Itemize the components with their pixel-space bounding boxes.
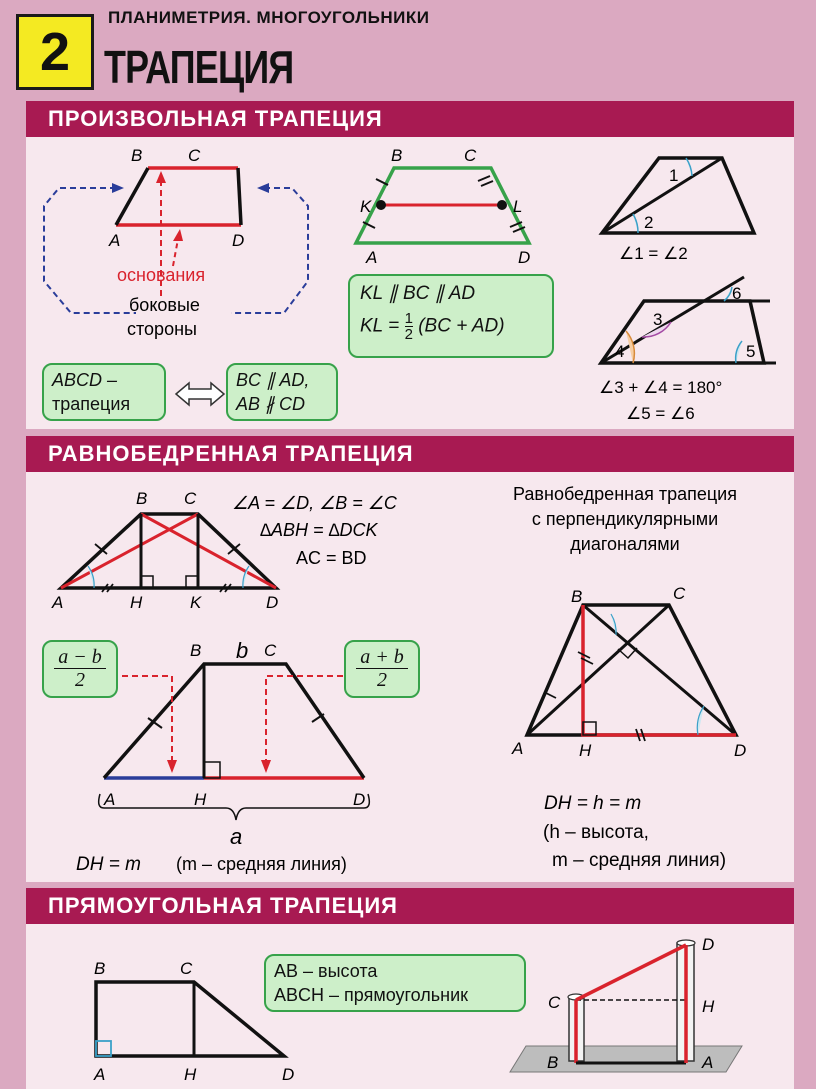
bases-label: основания <box>117 265 206 285</box>
label-c: C <box>184 489 197 508</box>
label-h: H <box>579 741 592 760</box>
label-a: A <box>109 231 121 250</box>
label-h: H <box>702 997 715 1016</box>
label-d: D <box>353 790 366 809</box>
isosceles-heights-figure <box>51 489 398 612</box>
angle-eq-2: ∠3 + ∠4 = 180° <box>599 378 723 397</box>
label-b: B <box>131 146 143 165</box>
trapezoid-condition-box: BC ∥ AD, AB ∦ CD <box>226 363 338 421</box>
perp-title-2: с перпендикулярными <box>531 509 719 529</box>
angle-5-num: 5 <box>746 342 756 361</box>
label-b: B <box>391 146 403 165</box>
label-k: K <box>190 593 202 612</box>
dh-eq-m: DH = m <box>76 854 141 875</box>
label-a: A <box>52 593 64 612</box>
midline-formula-1: KL ∥ BC ∥ AD <box>360 283 476 304</box>
label-b: B <box>190 641 202 660</box>
trapezoid-definition-box: ABCD – трапеция <box>42 363 166 421</box>
label-b: B <box>136 489 148 508</box>
formula-a-minus-b: a − b 2 <box>42 640 118 698</box>
equivalence-arrow <box>176 383 224 405</box>
label-h: H <box>130 593 143 612</box>
label-h: H <box>194 790 207 809</box>
label-d: D <box>518 248 531 267</box>
section-title: ПРОИЗВОЛЬНАЯ ТРАПЕЦИЯ <box>26 101 794 137</box>
label-c: C <box>264 641 277 660</box>
label-c: C <box>673 584 686 603</box>
label-b-length: b <box>236 638 249 663</box>
section-arbitrary-trapezoid <box>26 101 794 429</box>
label-c: C <box>464 146 477 165</box>
label-c: C <box>548 993 561 1012</box>
perp-title-3: диагоналями <box>570 534 680 554</box>
section-right-trapezoid <box>26 888 794 1089</box>
angle-4-num: 4 <box>615 342 625 361</box>
label-a: A <box>366 248 378 267</box>
label-a: A <box>94 1065 106 1084</box>
dh-note: (m – средняя линия) <box>176 854 347 874</box>
formula-a-plus-b: a + b 2 <box>344 640 420 698</box>
alternate-angles-figure <box>602 158 754 263</box>
label-c: C <box>188 146 201 165</box>
page-title: ТРАПЕЦИЯ <box>104 41 294 93</box>
angle-eq-1: ∠1 = ∠2 <box>619 244 688 263</box>
right-prop-1: AB – высота <box>274 961 378 981</box>
transversal-angles-figure <box>599 277 776 423</box>
label-b: B <box>94 959 106 978</box>
perp-title-1: Равнобедренная трапеция <box>513 484 737 504</box>
angle-1-num: 1 <box>669 166 679 185</box>
label-d: D <box>266 593 279 612</box>
midline-formula-box <box>348 274 554 358</box>
perpendicular-diagonals-figure <box>511 484 746 871</box>
right-prop-2: ABCH – прямоугольник <box>274 985 469 1005</box>
angle-eq-3: ∠5 = ∠6 <box>626 404 695 423</box>
iso-prop-2: ∆ABH = ∆DCK <box>260 520 378 540</box>
lateral-label-1: боковые <box>129 295 200 315</box>
m-note: m – средняя линия) <box>552 850 727 871</box>
label-a-length: a <box>230 824 243 849</box>
iso-prop-3: AC = BD <box>296 548 367 568</box>
angle-2-num: 2 <box>644 213 654 232</box>
label-a: A <box>512 739 524 758</box>
section-title: ПРЯМОУГОЛЬНАЯ ТРАПЕЦИЯ <box>26 888 794 924</box>
section-number: 2 <box>39 22 71 82</box>
section-number-badge <box>16 14 94 90</box>
midline-formula-2: KL = $\frac{1}{2}$ (BC + AD) <box>360 310 505 343</box>
projection-figure <box>76 638 369 875</box>
page-subtitle: ПЛАНИМЕТРИЯ. МНОГОУГОЛЬНИКИ <box>108 8 430 27</box>
label-h: H <box>184 1065 197 1084</box>
iso-prop-1: ∠A = ∠D, ∠B = ∠C <box>232 493 397 513</box>
label-d: D <box>282 1065 295 1084</box>
label-l: L <box>513 197 523 216</box>
right-trapezoid-props-box <box>264 954 526 1012</box>
label-d: D <box>734 741 747 760</box>
h-note: (h – высота, <box>543 822 649 843</box>
trapezoid-abcd-figure <box>44 146 308 339</box>
label-c: C <box>180 959 193 978</box>
label-b: B <box>547 1053 559 1072</box>
right-trapezoid-3d-figure <box>510 935 742 1072</box>
dh-h-m: DH = h = m <box>544 793 642 814</box>
label-b: B <box>571 587 583 606</box>
label-a: A <box>104 790 116 809</box>
label-d: D <box>232 231 245 250</box>
label-a: A <box>702 1053 714 1072</box>
section-isosceles-trapezoid <box>26 436 794 882</box>
angle-3-num: 3 <box>653 310 663 329</box>
angle-6-num: 6 <box>732 284 742 303</box>
lateral-label-2: стороны <box>127 319 197 339</box>
section-title: РАВНОБЕДРЕННАЯ ТРАПЕЦИЯ <box>26 436 794 472</box>
midline-figure <box>356 146 530 267</box>
label-k: K <box>360 197 372 216</box>
label-d: D <box>702 935 715 954</box>
